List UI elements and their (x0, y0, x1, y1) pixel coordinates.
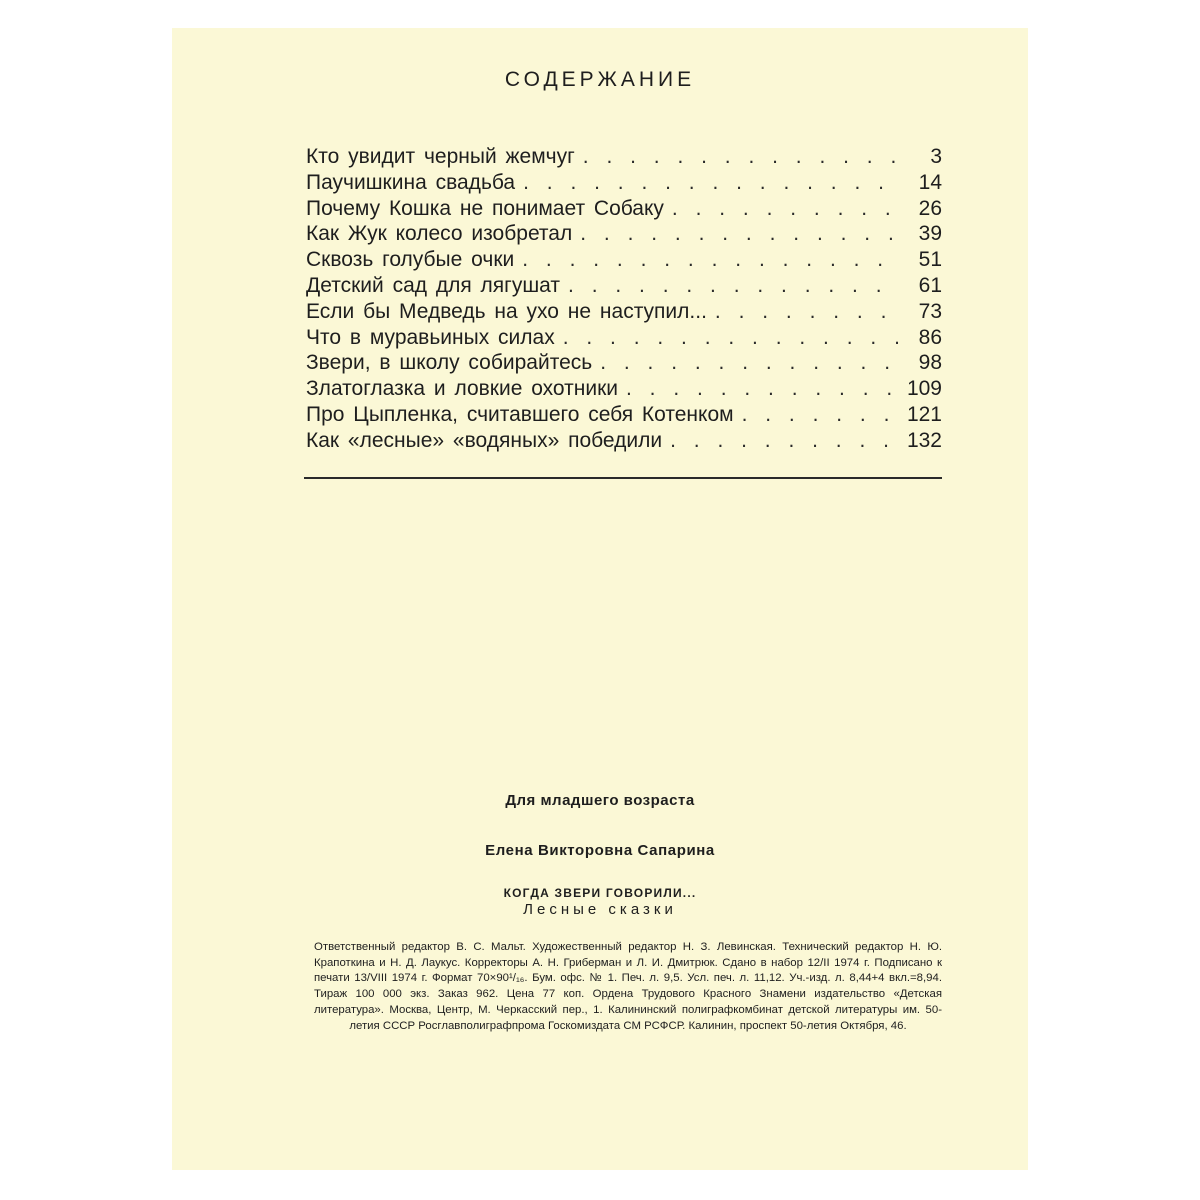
toc-entry (306, 196, 942, 222)
toc-entry-page: 132 (906, 428, 942, 452)
toc-entry-page: 73 (918, 299, 942, 323)
toc-leader (583, 144, 898, 170)
toc-leader (568, 273, 898, 299)
toc-entry-page: 121 (906, 402, 942, 426)
toc-leader (522, 247, 898, 273)
toc-entry-title: Сквозь голубые очки (306, 248, 515, 272)
toc-leader (742, 402, 898, 428)
toc-entry-page: 39 (918, 222, 942, 246)
toc-entry-title: Если бы Медведь на ухо не наступил... (306, 299, 707, 323)
toc-leader (626, 376, 898, 402)
toc-entry-title: Что в муравьиных силах (306, 325, 555, 349)
toc-entry (306, 350, 942, 376)
toc-entry (306, 299, 942, 325)
toc-leader (600, 350, 898, 376)
toc-leader (672, 196, 898, 222)
toc-entry-page: 109 (906, 377, 942, 401)
toc-leader (563, 325, 898, 351)
toc-entry (306, 428, 942, 454)
toc-entry-title: Как Жук колесо изобретал (306, 222, 573, 246)
toc-title: СОДЕРЖАНИЕ (504, 68, 696, 91)
toc-leader (580, 221, 898, 247)
imprint-subtitle: Лесные сказки (523, 901, 677, 918)
toc-entry (306, 144, 942, 170)
toc-entry (306, 402, 942, 428)
toc-entry-title: Детский сад для лягушат (306, 273, 561, 297)
toc-divider (304, 477, 942, 479)
toc-leader (523, 170, 898, 196)
toc-entry-title: Звери, в школу собирайтесь (306, 351, 593, 375)
toc-entry-page: 86 (918, 325, 942, 349)
imprint-book-title: КОГДА ЗВЕРИ ГОВОРИЛИ... (503, 886, 697, 900)
toc-list (306, 144, 942, 454)
imprint-audience: Для младшего возраста (505, 792, 695, 809)
toc-entry (306, 221, 942, 247)
toc-entry-title: Как «лесные» «водяных» победили (306, 428, 663, 452)
toc-entry-title: Почему Кошка не понимает Собаку (306, 196, 664, 220)
toc-entry-page: 51 (918, 248, 942, 272)
toc-entry-title: Златоглазка и ловкие охотники (306, 377, 619, 401)
imprint-author: Елена Викторовна Сапарина (485, 842, 715, 859)
toc-entry (306, 273, 942, 299)
toc-entry (306, 376, 942, 402)
toc-entry-page: 98 (918, 351, 942, 375)
toc-entry (306, 247, 942, 273)
imprint-credits: Ответственный редактор В. С. Мальт. Художественный редактор Н. З. Левинская. Технический редактор Н. Ю. Крапоткина и Н. Д. Лаукус. Корректоры А. Н. Гриберман и Л. И. Дмитрюк. Сдано в набор 12/II 1974 г. Подписано к печати 13/VIII 1974 г. Формат 70×90¹/₁₆. Бум. офс. № 1. Печ. л. 9,5. Усл. печ. л. 11,12. Уч.-изд. л. 8,44+4 вкл.=8,94. Тираж 100 000 экз. Заказ 962. Цена 77 коп. Ордена Трудового Красного Знамени издательство «Детская литература». Москва, Центр, М. Черкасский пер., 1. Калининский полиграфкомбинат детской литературы им. 50-летия СССР Росглавполиграфпрома Госкомиздата СМ РСФСР. Калинин, проспект 50-летия Октября, 46. (314, 941, 942, 1032)
toc-entry (306, 325, 942, 351)
toc-entry-page: 14 (918, 170, 942, 194)
toc-entry (306, 170, 942, 196)
toc-entry-page: 26 (918, 196, 942, 220)
toc-entry-page: 61 (918, 273, 942, 297)
toc-entry-page: 3 (930, 145, 942, 168)
toc-entry-title: Про Цыпленка, считавшего себя Котенком (306, 402, 734, 426)
toc-leader (715, 299, 898, 325)
toc-leader (670, 428, 898, 454)
book-page (172, 28, 1028, 1170)
toc-entry-title: Кто увидит черный жемчуг (306, 145, 575, 168)
toc-entry-title: Паучишкина свадьба (306, 170, 516, 194)
